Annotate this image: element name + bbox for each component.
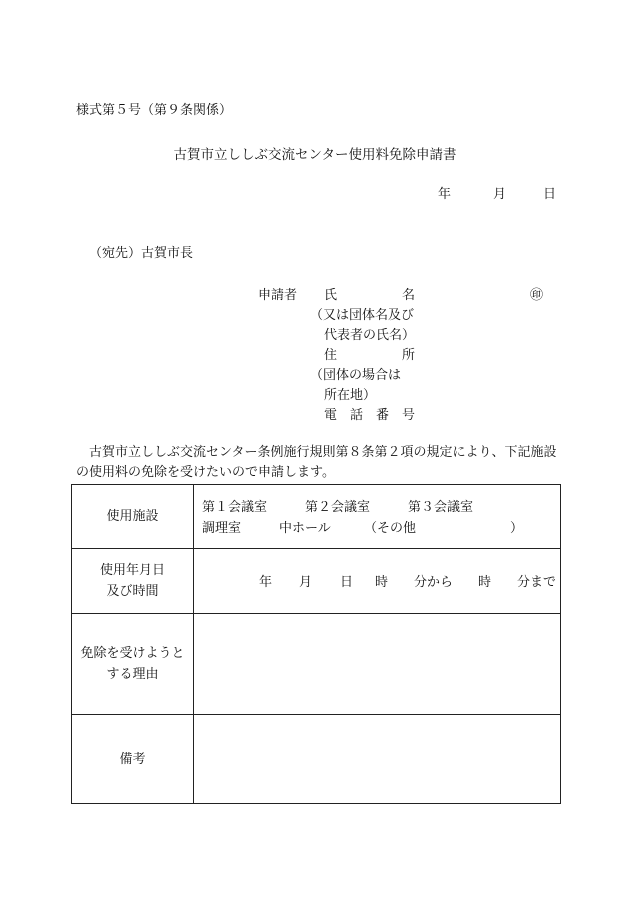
facility-label: 使用施設 [72,485,194,549]
statement-line-1: 古賀市立ししぶ交流センター条例施行規則第８条第２項の規定により、下記施設 [89,445,557,460]
table-row [72,549,561,614]
facility-options-cell[interactable] [194,485,561,549]
statement-line-2: の使用料の免除を受けたいので申請します。 [76,465,335,480]
name-note-2: 代表者の氏名） [324,328,416,343]
notes-label: 備考 [72,715,194,804]
option-cooking-room[interactable]: 調理室 [202,521,242,536]
datetime-minute-from: 分から [414,575,454,590]
reason-label-line-1: 免除を受けようと [80,646,185,661]
request-statement [76,443,561,483]
table-row [72,614,561,715]
address-char-2: 所 [402,348,416,363]
applicant-label: 申請者 [258,288,298,303]
form-number: 様式第５号（第９条関係） [76,103,233,118]
option-room-3[interactable]: 第３会議室 [408,500,474,515]
option-other-close: ） [510,521,524,536]
reason-input-cell[interactable] [194,614,561,715]
facility-table [71,484,561,804]
phone-char-3: 番 [376,408,390,423]
date-day: 日 [543,187,557,202]
table-row [72,485,561,549]
seal-mark: ㊞ [530,288,544,303]
datetime-year: 年 [259,575,273,590]
phone-char-2: 話 [350,408,364,423]
address-char-1: 住 [324,348,338,363]
date-year: 年 [438,187,452,202]
name-char-1: 氏 [324,288,338,303]
datetime-label [72,549,194,614]
notes-input-cell[interactable] [194,715,561,804]
datetime-hour-to: 時 [478,575,492,590]
datetime-cell[interactable] [194,549,561,614]
option-room-2[interactable]: 第２会議室 [305,500,371,515]
name-note-1: （又は団体名及び [310,308,415,323]
addressee: （宛先）古賀市長 [89,246,194,261]
datetime-minute-to: 分まで [517,575,557,590]
option-other[interactable]: （その他 [364,521,417,536]
datetime-hour-from: 時 [375,575,389,590]
document-title: 古賀市立ししぶ交流センター使用料免除申請書 [173,147,457,163]
name-char-2: 名 [402,288,416,303]
datetime-label-line-1: 使用年月日 [99,563,165,578]
phone-char-4: 号 [402,408,416,423]
table-row [72,715,561,804]
datetime-day: 日 [340,575,354,590]
address-note-2: 所在地） [324,388,377,403]
phone-char-1: 電 [324,408,338,423]
option-middle-hall[interactable]: 中ホール [279,521,331,536]
reason-label [72,614,194,715]
datetime-month: 月 [299,575,313,590]
option-room-1[interactable]: 第１会議室 [202,500,268,515]
address-note-1: （団体の場合は [310,368,402,383]
datetime-label-line-2: 及び時間 [106,584,159,599]
reason-label-line-2: する理由 [106,667,159,682]
date-month: 月 [493,187,507,202]
